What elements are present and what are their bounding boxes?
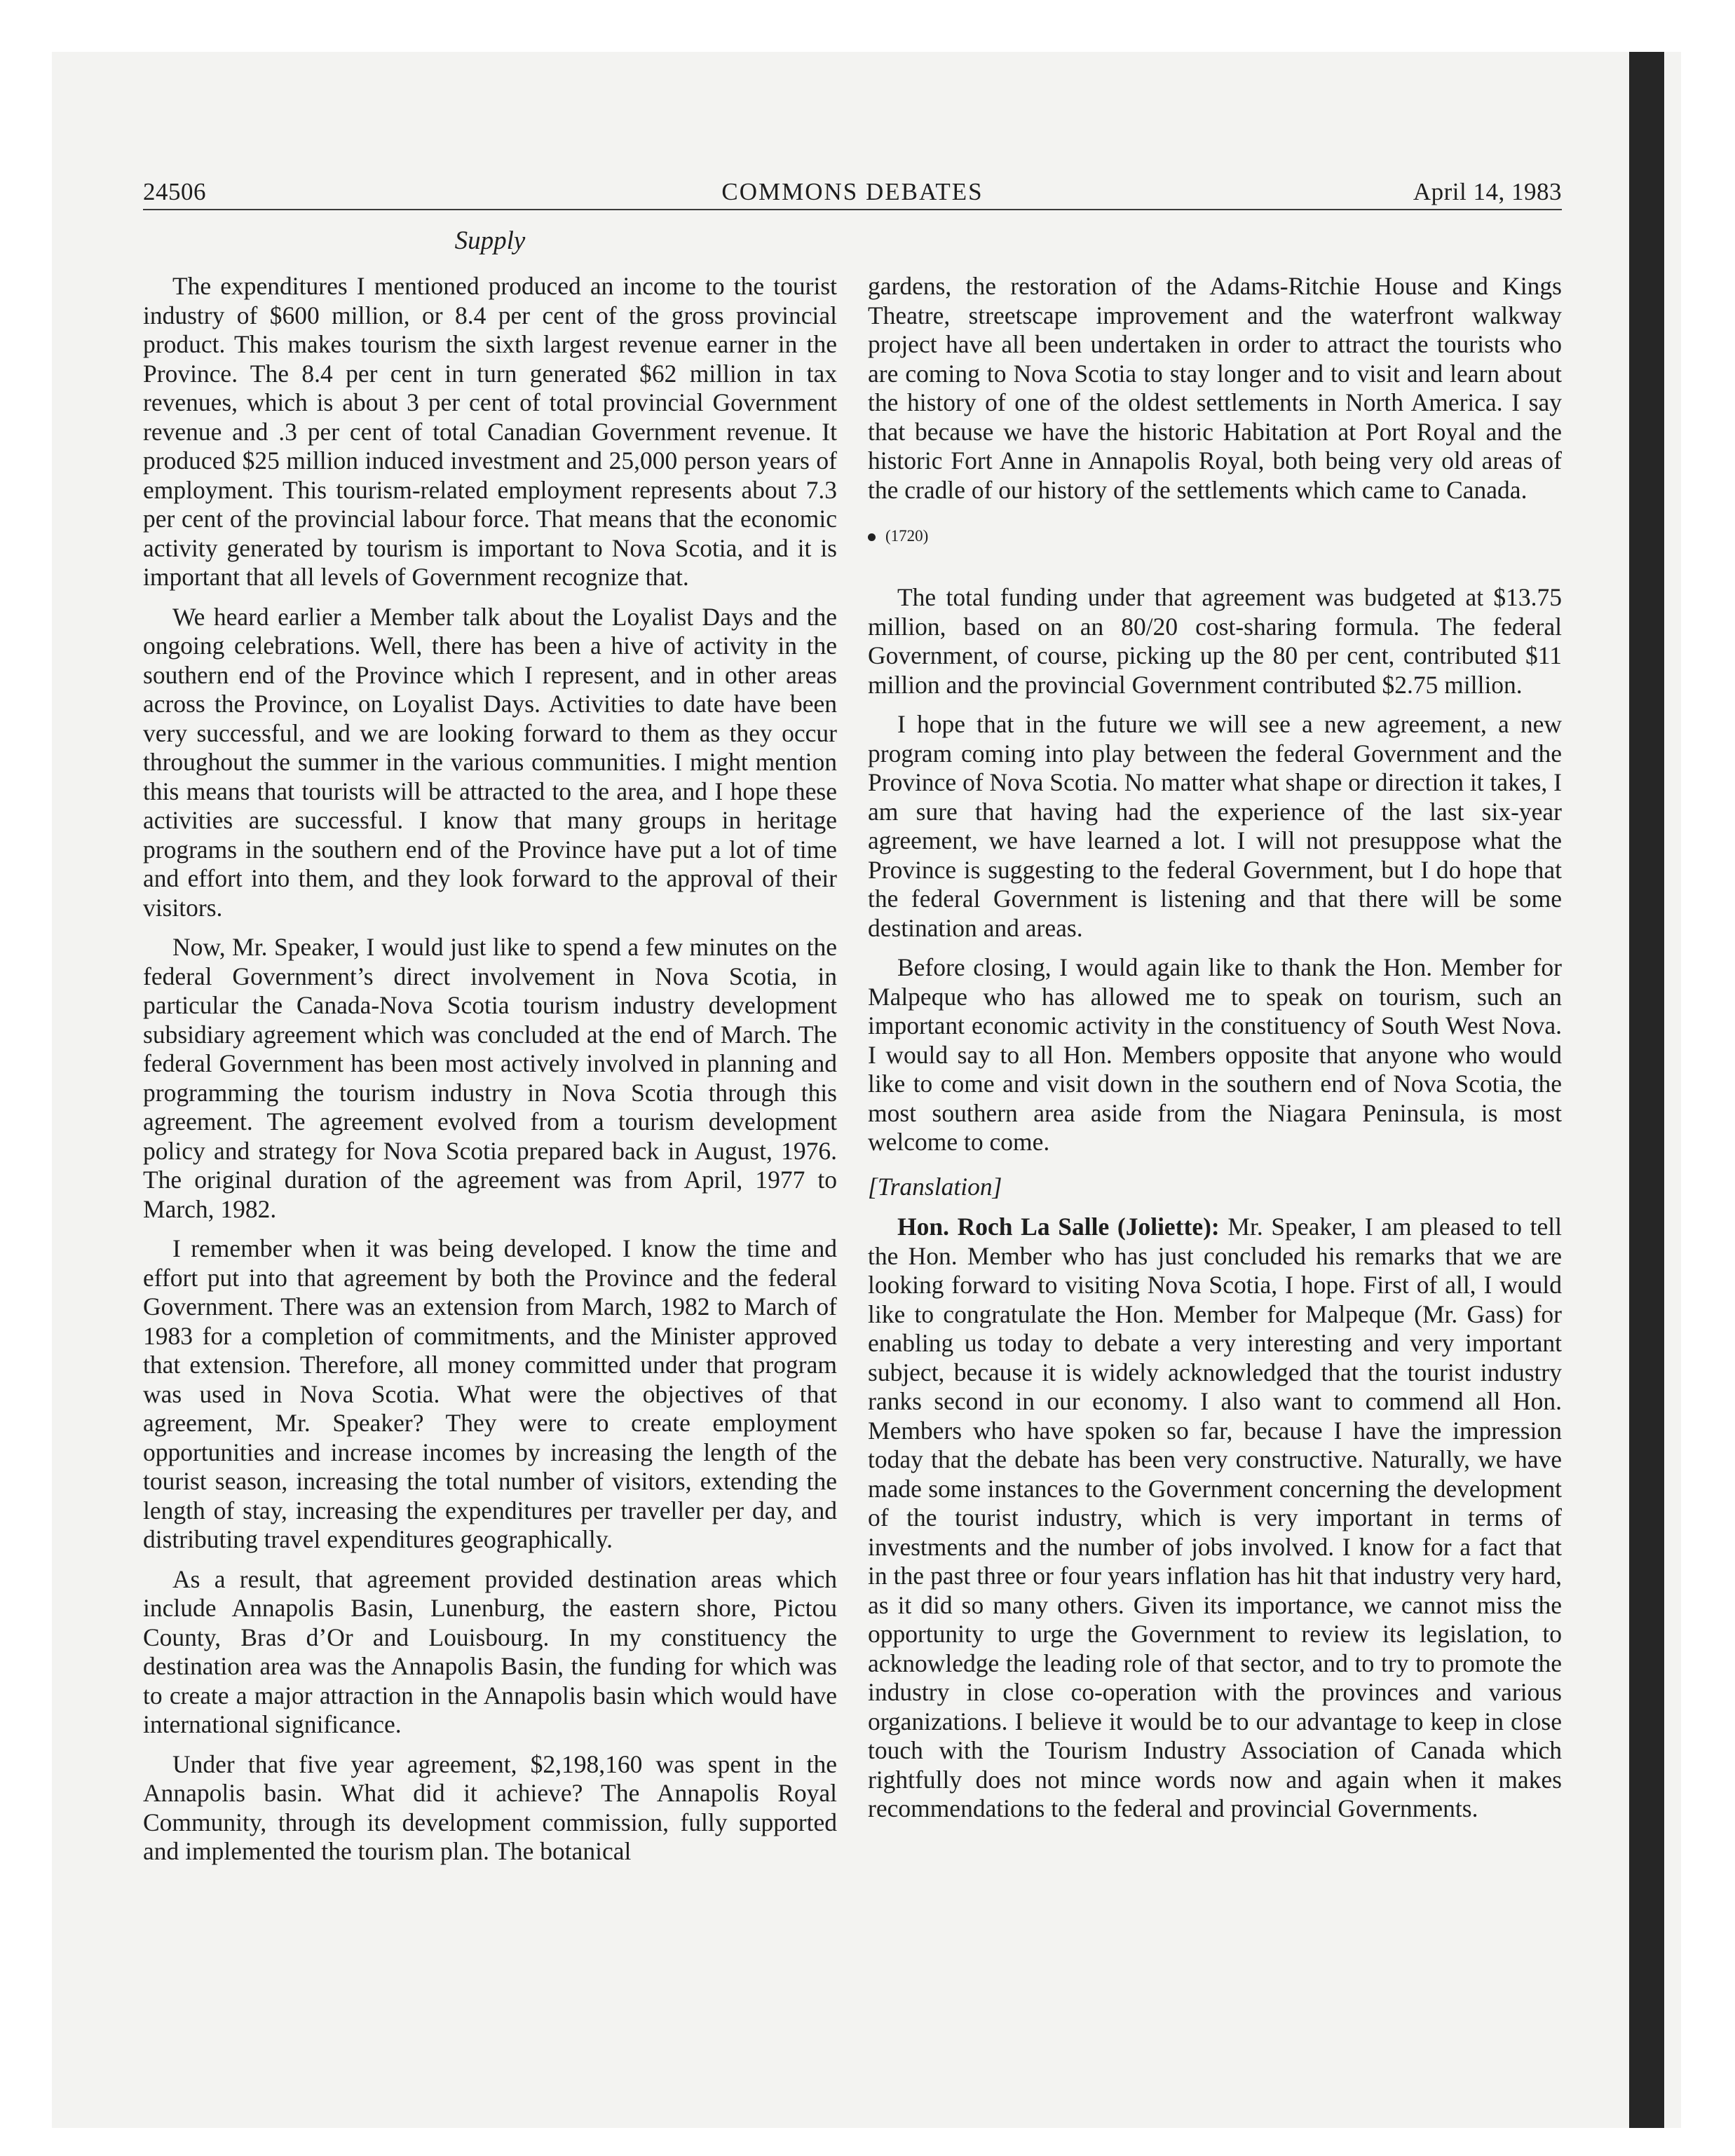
paragraph: We heard earlier a Member talk about the Loyalist Days and the ongoing celebrations. Well, there has been a hive of activity in the southern end of the Province which I represent, and in other areas across the Province, on Loyalist Days. Activities to date have been very successful, and we are looking forward to them as they occur throughout the summer in the various communities. I might mention this means that tourists will be attracted to the area, and I hope these activities are successful. I know that many groups in heritage programs in the southern end of the Province have put a lot of time and effort into them, and they look forward to the approval of their visitors. xyxy=(143,602,837,922)
paragraph: The total funding under that agreement was budgeted at $13.75 million, based on an 80/20 cost-sharing formula. The federal Government, of course, picking up the 80 per cent, contributed $11 million and the provincial Government contributed $2.75 million. xyxy=(868,583,1562,699)
right-column xyxy=(868,272,1562,1834)
scan-edge xyxy=(1629,52,1664,2128)
header-rule xyxy=(143,209,1562,210)
speaker-name: Hon. Roch La Salle (Joliette): xyxy=(897,1213,1220,1241)
paragraph: The expenditures I mentioned produced an income to the tourist industry of $600 million, or 8.4 per cent of the gross provincial product. This makes tourism the sixth largest revenue earner in the Province. The 8.4 per cent in turn generated $62 million in tax revenues, which is about 3 per cent of total provincial Government revenue and .3 per cent of total Canadian Government revenue. It produced $25 million induced investment and 25,000 person years of employment. This tourism-related employment represents about 7.3 per cent of the provincial labour force. That means that the economic activity generated by tourism is important to Nova Scotia, and it is important that all levels of Government recognize that. xyxy=(143,272,837,591)
publication-date: April 14, 1983 xyxy=(1413,178,1562,205)
bullet-icon xyxy=(868,533,876,541)
translation-note: [Translation] xyxy=(868,1172,1002,1201)
paragraph: Before closing, I would again like to thank the Hon. Member for Malpeque who has allowed me to speak on tourism, such an important economic activity in the constituency of South West Nova. I would say to all Hon. Members opposite that anyone who would like to come and visit down in the southern end of Nova Scotia, the most southern area aside from the Niagara Peninsula, is most welcome to come. xyxy=(868,953,1562,1156)
paragraph: Now, Mr. Speaker, I would just like to spend a few minutes on the federal Government’s direct involvement in Nova Scotia, in particular the Canada-Nova Scotia tourism industry development subsidiary agreement which was concluded at the end of March. The federal Government has been most actively involved in planning and programming the tourism industry in Nova Scotia through this agreement. The agreement evolved from a tourism development policy and strategy for Nova Scotia prepared back in August, 1976. The original duration of the agreement was from April, 1977 to March, 1982. xyxy=(143,933,837,1223)
page-header xyxy=(143,178,1562,212)
speaker-paragraph xyxy=(868,1213,1562,1824)
paragraph: As a result, that agreement provided destination areas which include Annapolis Basin, Lunenburg, the eastern shore, Pictou County, Bras d’Or and Louisbourg. In my constituency the destination area was the Annapolis Basin, the funding for which was to create a major attraction in the Annapolis basin which would have international significance. xyxy=(143,1564,837,1738)
paragraph: I hope that in the future we will see a new agreement, a new program coming into play between the federal Government and the Province of Nova Scotia. No matter what shape or direction it takes, I am sure that having had the experience of the last six-year agreement, we have learned a lot. I will not presuppose what the Province is suggesting to the federal Government, but I do hope that the federal Government is listening and that there will be some destination and areas. xyxy=(868,710,1562,942)
paragraph: gardens, the restoration of the Adams-Ritchie House and Kings Theatre, streetscape improvement and the waterfront walkway project have all been undertaken in order to attract the tourists who are coming to Nova Scotia to stay longer and to visit and learn about the history of one of the oldest settlements in North America. I say that because we have the historic Habitation at Port Royal and the historic Fort Anne in Annapolis Royal, both being very old areas of the cradle of our history of the settlements which came to Canada. xyxy=(868,272,1562,504)
left-column xyxy=(143,272,837,1877)
publication-title: COMMONS DEBATES xyxy=(721,178,984,205)
time-marker xyxy=(868,526,1562,547)
page-number: 24506 xyxy=(143,178,206,205)
running-head: Supply xyxy=(454,226,526,255)
paragraph: I remember when it was being developed. I know the time and effort put into that agreement by both the Province and the federal Government. There was an extension from March, 1982 to March of 1983 for a completion of commitments, and the Minister approved that extension. Therefore, all money committed under that program was used in Nova Scotia. What were the objectives of that agreement, Mr. Speaker? They were to create employment opportunities and increase incomes by increasing the length of the tourist season, increasing the total number of visitors, extending the length of stay, increasing the expenditures per traveller per day, and distributing travel expenditures geographically. xyxy=(143,1234,837,1553)
speech-text: Mr. Speaker, I am pleased to tell the Hon. Member who has just concluded his remarks that we are looking forward to visiting Nova Scotia, I hope. First of all, I would like to congratulate the Hon. Member for Malpeque (Mr. Gass) for enabling us today to debate a very interesting and very important subject, because it is widely acknowledged that the tourist industry ranks second in our economy. I also want to commend all Hon. Members who have spoken so far, because I have the impression today that the debate has been very constructive. Naturally, we have made some instances to the Government concerning the development of the tourist industry, which is very important in terms of investments and the number of jobs involved. I know for a fact that in the past three or four years inflation has hit that industry very hard, as it did so many others. Given its importance, we cannot miss the opportunity to urge the Government to review its legislation, to acknowledge the leading role of that sector, and to try to promote the industry in close co-operation with the provinces and various organizations. I believe it would be to our advantage to keep in close touch with the Tourism Industry Association of Canada which rightfully does not mince words now and again when it makes recommendations to the federal and provincial Governments. xyxy=(868,1213,1562,1822)
time-marker-label: (1720) xyxy=(885,527,929,545)
paragraph: Under that five year agreement, $2,198,160 was spent in the Annapolis basin. What did it achieve? The Annapolis Royal Community, through its development commission, fully supported and implemented the tourism plan. The botanical xyxy=(143,1749,837,1865)
